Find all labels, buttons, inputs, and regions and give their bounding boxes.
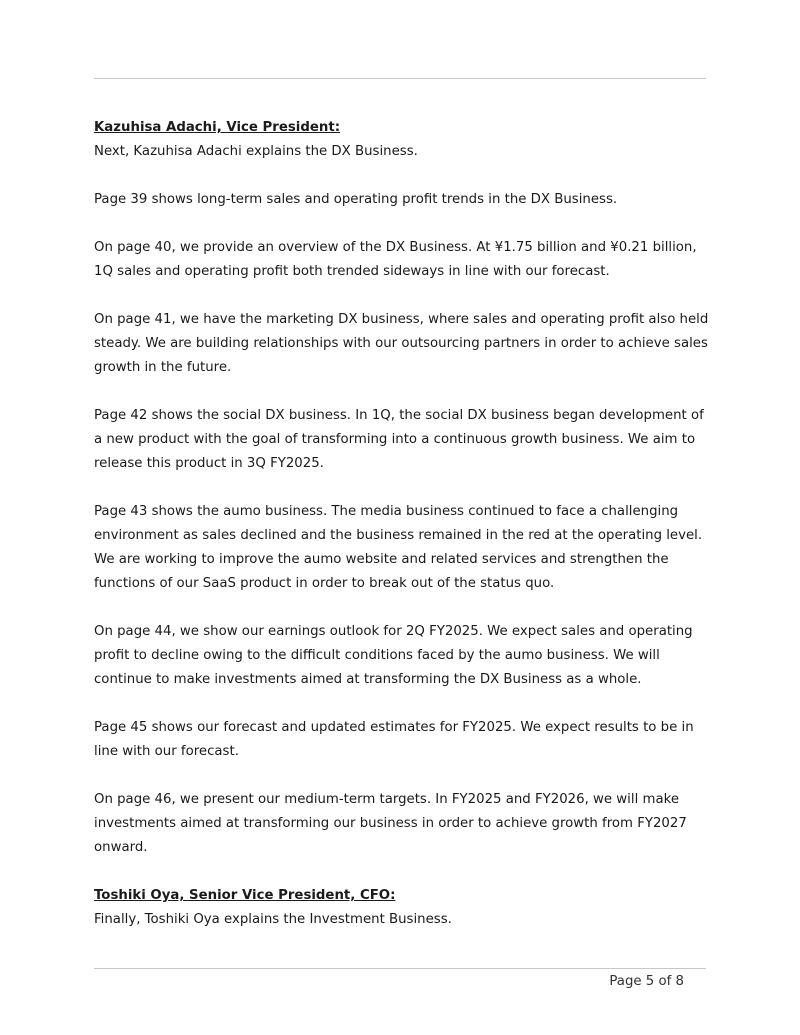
paragraph: On page 44, we show our earnings outlook for 2Q FY2025. We expect sales and operating profit to decline owing to the difficult conditions faced by the aumo business. We will continue to make investments aimed at transforming the DX Business as a whole. bbox=[94, 624, 693, 687]
paragraph: Page 45 shows our forecast and updated estimates for FY2025. We expect results to be in line with our forecast. bbox=[94, 720, 694, 759]
paragraph: Next, Kazuhisa Adachi explains the DX Business. bbox=[94, 144, 418, 159]
footer-divider bbox=[94, 968, 706, 969]
paragraph: Page 39 shows long-term sales and operating profit trends in the DX Business. bbox=[94, 192, 618, 207]
paragraph: On page 40, we provide an overview of the DX Business. At ¥1.75 billion and ¥0.21 billion, 1Q sales and operating profit both trended sideways in line with our forecast. bbox=[94, 240, 697, 279]
paragraph: On page 46, we present our medium-term targets. In FY2025 and FY2026, we will make investments aimed at transforming our business in order to achieve growth from FY2027 onward. bbox=[94, 792, 687, 855]
speaker-heading: Toshiki Oya, Senior Vice President, CFO: bbox=[94, 888, 396, 903]
page-number: Page 5 of 8 bbox=[609, 974, 684, 989]
header-divider bbox=[94, 78, 706, 79]
speaker-heading: Kazuhisa Adachi, Vice President: bbox=[94, 120, 341, 135]
paragraph: Finally, Toshiki Oya explains the Investment Business. bbox=[94, 912, 452, 927]
paragraph: Page 42 shows the social DX business. In 1Q, the social DX business began development of a new product with the goal of transforming into a continuous growth business. We aim to release this product in 3Q FY2025. bbox=[94, 408, 704, 471]
document-body bbox=[94, 116, 714, 956]
paragraph: On page 41, we have the marketing DX business, where sales and operating profit also held steady. We are building relationships with our outsourcing partners in order to achieve sales growth in the future. bbox=[94, 312, 709, 375]
paragraph: Page 43 shows the aumo business. The media business continued to face a challenging environment as sales declined and the business remained in the red at the operating level. We are working to improve the aumo website and related services and strengthen the functions of our SaaS product in order to break out of the status quo. bbox=[94, 504, 703, 591]
